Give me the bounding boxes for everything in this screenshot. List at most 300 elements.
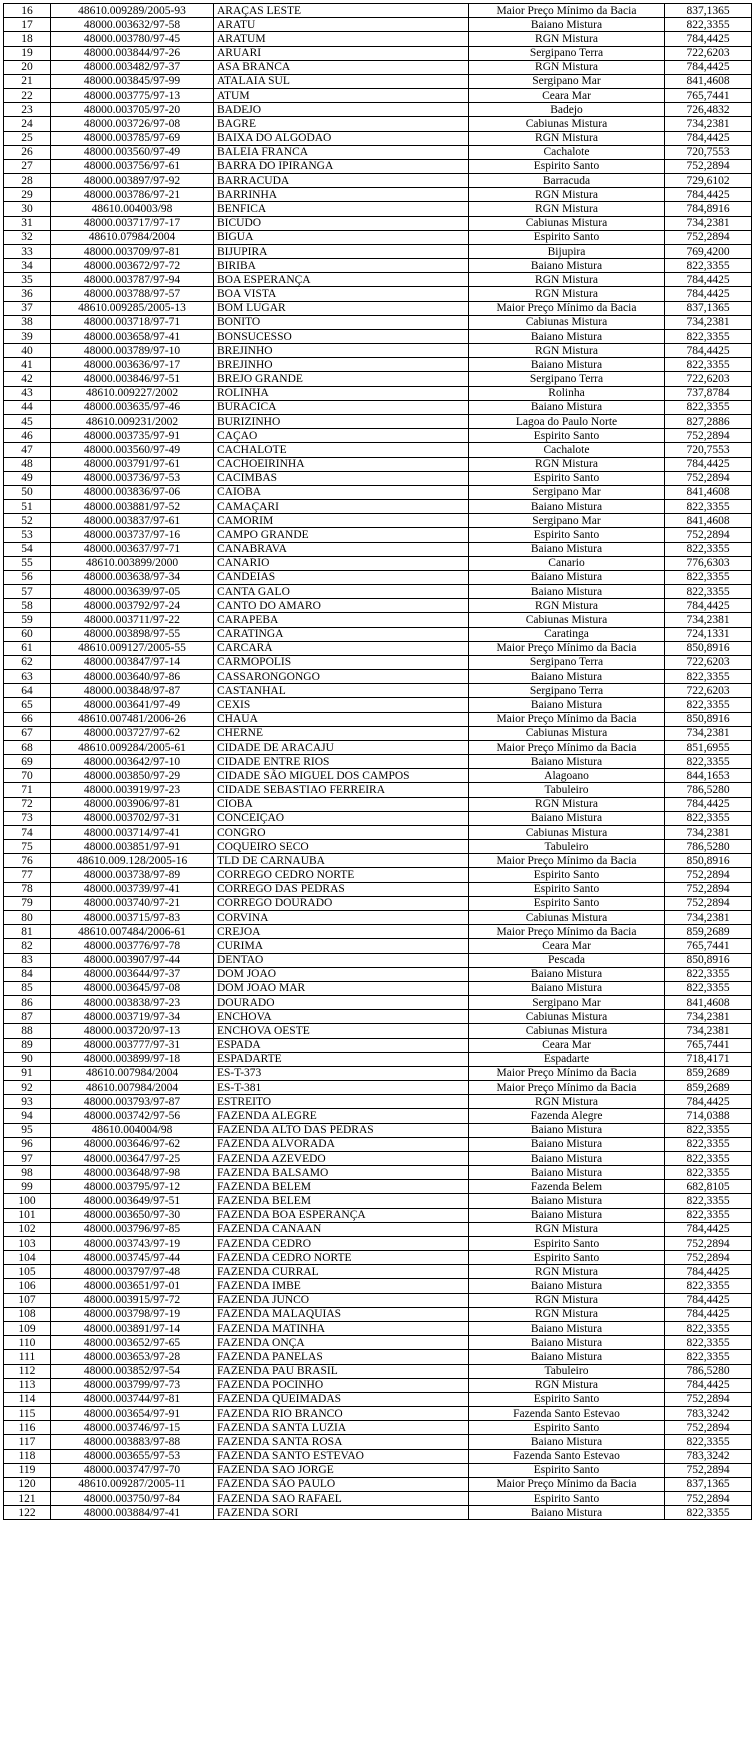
field-name-cell: BARRINHA bbox=[214, 188, 469, 202]
process-number-cell: 48000.003652/97-65 bbox=[51, 1336, 214, 1350]
table-row bbox=[4, 1081, 752, 1095]
process-number-cell: 48000.003845/97-99 bbox=[51, 74, 214, 88]
process-number-cell: 48610.007984/2004 bbox=[51, 1066, 214, 1080]
field-name-cell: FAZENDA PANELAS bbox=[214, 1350, 469, 1364]
table-row bbox=[4, 1449, 752, 1463]
table-row bbox=[4, 613, 752, 627]
reference-crude-cell: RGN Mistura bbox=[469, 32, 665, 46]
process-number-cell: 48000.003658/97-41 bbox=[51, 329, 214, 343]
reference-crude-cell: Sergipano Terra bbox=[469, 46, 665, 60]
field-name-cell: CAMPO GRANDE bbox=[214, 528, 469, 542]
table-row bbox=[4, 1492, 752, 1506]
reference-crude-cell: Baiano Mistura bbox=[469, 1194, 665, 1208]
reference-crude-cell: RGN Mistura bbox=[469, 457, 665, 471]
price-cell: 851,6955 bbox=[665, 740, 752, 754]
price-cell: 784,4425 bbox=[665, 188, 752, 202]
row-number-cell: 87 bbox=[4, 1010, 51, 1024]
row-number-cell: 88 bbox=[4, 1024, 51, 1038]
process-number-cell: 48000.003747/97-70 bbox=[51, 1463, 214, 1477]
reference-crude-cell: Tabuleiro bbox=[469, 1364, 665, 1378]
row-number-cell: 115 bbox=[4, 1407, 51, 1421]
reference-crude-cell: Baiano Mistura bbox=[469, 1166, 665, 1180]
price-cell: 822,3355 bbox=[665, 1435, 752, 1449]
row-number-cell: 52 bbox=[4, 514, 51, 528]
table-row bbox=[4, 698, 752, 712]
field-name-cell: FAZENDA ALEGRE bbox=[214, 1109, 469, 1123]
field-name-cell: BICUDO bbox=[214, 216, 469, 230]
row-number-cell: 28 bbox=[4, 174, 51, 188]
price-cell: 752,2894 bbox=[665, 471, 752, 485]
price-cell: 752,2894 bbox=[665, 1492, 752, 1506]
field-name-cell: FAZENDA IMBE bbox=[214, 1279, 469, 1293]
process-number-cell: 48000.003775/97-13 bbox=[51, 89, 214, 103]
row-number-cell: 95 bbox=[4, 1123, 51, 1137]
table-row bbox=[4, 202, 752, 216]
field-name-cell: TLD DE CARNAUBA bbox=[214, 854, 469, 868]
process-number-cell: 48000.003898/97-55 bbox=[51, 627, 214, 641]
process-number-cell: 48610.007484/2006-61 bbox=[51, 925, 214, 939]
price-cell: 859,2689 bbox=[665, 925, 752, 939]
table-row bbox=[4, 429, 752, 443]
reference-crude-cell: Baiano Mistura bbox=[469, 1137, 665, 1151]
process-number-cell: 48000.003702/97-31 bbox=[51, 811, 214, 825]
field-name-cell: BARRACUDA bbox=[214, 174, 469, 188]
process-number-cell: 48610.07984/2004 bbox=[51, 230, 214, 244]
reference-crude-cell: Baiano Mistura bbox=[469, 1208, 665, 1222]
field-name-cell: CAMORIM bbox=[214, 514, 469, 528]
process-number-cell: 48610.009231/2002 bbox=[51, 414, 214, 428]
row-number-cell: 45 bbox=[4, 414, 51, 428]
process-number-cell: 48610.004004/98 bbox=[51, 1123, 214, 1137]
field-name-cell: CANABRAVA bbox=[214, 542, 469, 556]
row-number-cell: 61 bbox=[4, 641, 51, 655]
field-name-cell: FAZENDA SORI bbox=[214, 1506, 469, 1520]
field-name-cell: FAZENDA ONÇA bbox=[214, 1336, 469, 1350]
reference-crude-cell: Maior Preço Mínimo da Bacia bbox=[469, 1081, 665, 1095]
process-number-cell: 48000.003756/97-61 bbox=[51, 159, 214, 173]
process-number-cell: 48000.003635/97-46 bbox=[51, 400, 214, 414]
process-number-cell: 48000.003850/97-29 bbox=[51, 769, 214, 783]
field-name-cell: FAZENDA SAO JORGE bbox=[214, 1463, 469, 1477]
price-cell: 784,4425 bbox=[665, 797, 752, 811]
field-name-cell: FAZENDA POCINHO bbox=[214, 1378, 469, 1392]
reference-crude-cell: Cabiunas Mistura bbox=[469, 911, 665, 925]
row-number-cell: 89 bbox=[4, 1038, 51, 1052]
table-row bbox=[4, 131, 752, 145]
field-name-cell: FAZENDA MALAQUIAS bbox=[214, 1307, 469, 1321]
table-row bbox=[4, 599, 752, 613]
price-cell: 786,5280 bbox=[665, 840, 752, 854]
field-name-cell: BIJUPIRA bbox=[214, 244, 469, 258]
table-row bbox=[4, 1265, 752, 1279]
table-row bbox=[4, 1066, 752, 1080]
process-number-cell: 48610.007481/2006-26 bbox=[51, 712, 214, 726]
row-number-cell: 113 bbox=[4, 1378, 51, 1392]
row-number-cell: 120 bbox=[4, 1477, 51, 1491]
row-number-cell: 77 bbox=[4, 868, 51, 882]
process-number-cell: 48000.003791/97-61 bbox=[51, 457, 214, 471]
process-number-cell: 48000.003837/97-61 bbox=[51, 514, 214, 528]
table-row bbox=[4, 1095, 752, 1109]
table-row bbox=[4, 117, 752, 131]
reference-crude-cell: Sergipano Mar bbox=[469, 485, 665, 499]
table-row bbox=[4, 811, 752, 825]
price-cell: 734,2381 bbox=[665, 726, 752, 740]
field-name-cell: CEXIS bbox=[214, 698, 469, 712]
reference-crude-cell: Espadarte bbox=[469, 1052, 665, 1066]
reference-crude-cell: Cabiunas Mistura bbox=[469, 1024, 665, 1038]
price-cell: 734,2381 bbox=[665, 216, 752, 230]
table-row bbox=[4, 1024, 752, 1038]
row-number-cell: 55 bbox=[4, 556, 51, 570]
price-cell: 844,1653 bbox=[665, 769, 752, 783]
price-cell: 752,2894 bbox=[665, 868, 752, 882]
price-cell: 822,3355 bbox=[665, 542, 752, 556]
reference-crude-cell: Espirito Santo bbox=[469, 868, 665, 882]
row-number-cell: 41 bbox=[4, 358, 51, 372]
row-number-cell: 20 bbox=[4, 60, 51, 74]
field-name-cell: ENCHOVA bbox=[214, 1010, 469, 1024]
row-number-cell: 50 bbox=[4, 485, 51, 499]
field-name-cell: BAGRE bbox=[214, 117, 469, 131]
reference-crude-cell: Bijupira bbox=[469, 244, 665, 258]
table-row bbox=[4, 712, 752, 726]
table-row bbox=[4, 1222, 752, 1236]
row-number-cell: 16 bbox=[4, 4, 51, 18]
reference-crude-cell: Baiano Mistura bbox=[469, 1350, 665, 1364]
price-cell: 859,2689 bbox=[665, 1066, 752, 1080]
process-number-cell: 48000.003719/97-34 bbox=[51, 1010, 214, 1024]
table-row bbox=[4, 1123, 752, 1137]
field-name-cell: FAZENDA CURRAL bbox=[214, 1265, 469, 1279]
price-cell: 822,3355 bbox=[665, 1336, 752, 1350]
field-name-cell: CONGRO bbox=[214, 825, 469, 839]
process-number-cell: 48000.003720/97-13 bbox=[51, 1024, 214, 1038]
price-cell: 850,8916 bbox=[665, 641, 752, 655]
row-number-cell: 27 bbox=[4, 159, 51, 173]
reference-crude-cell: Cabiunas Mistura bbox=[469, 1010, 665, 1024]
reference-crude-cell: Baiano Mistura bbox=[469, 1123, 665, 1137]
table-row bbox=[4, 1236, 752, 1250]
reference-crude-cell: Cabiunas Mistura bbox=[469, 825, 665, 839]
reference-crude-cell: RGN Mistura bbox=[469, 797, 665, 811]
price-cell: 734,2381 bbox=[665, 117, 752, 131]
table-row bbox=[4, 485, 752, 499]
price-cell: 822,3355 bbox=[665, 18, 752, 32]
row-number-cell: 53 bbox=[4, 528, 51, 542]
table-row bbox=[4, 1307, 752, 1321]
reference-crude-cell: RGN Mistura bbox=[469, 273, 665, 287]
row-number-cell: 25 bbox=[4, 131, 51, 145]
row-number-cell: 107 bbox=[4, 1293, 51, 1307]
process-number-cell: 48000.003785/97-69 bbox=[51, 131, 214, 145]
table-row bbox=[4, 1321, 752, 1335]
reference-crude-cell: Canario bbox=[469, 556, 665, 570]
price-cell: 734,2381 bbox=[665, 1010, 752, 1024]
price-cell: 765,7441 bbox=[665, 939, 752, 953]
field-name-cell: CHERNE bbox=[214, 726, 469, 740]
reference-crude-cell: Sergipano Terra bbox=[469, 372, 665, 386]
process-number-cell: 48000.003848/97-87 bbox=[51, 684, 214, 698]
process-number-cell: 48000.003750/97-84 bbox=[51, 1492, 214, 1506]
process-number-cell: 48000.003641/97-49 bbox=[51, 698, 214, 712]
table-row bbox=[4, 287, 752, 301]
reference-crude-cell: Espirito Santo bbox=[469, 1392, 665, 1406]
price-cell: 784,4425 bbox=[665, 344, 752, 358]
process-number-cell: 48000.003746/97-15 bbox=[51, 1421, 214, 1435]
table-row bbox=[4, 1350, 752, 1364]
row-number-cell: 106 bbox=[4, 1279, 51, 1293]
price-cell: 784,4425 bbox=[665, 1293, 752, 1307]
reference-crude-cell: RGN Mistura bbox=[469, 344, 665, 358]
field-name-cell: CANTO DO AMARO bbox=[214, 599, 469, 613]
table-row bbox=[4, 471, 752, 485]
row-number-cell: 84 bbox=[4, 967, 51, 981]
row-number-cell: 83 bbox=[4, 953, 51, 967]
price-cell: 722,6203 bbox=[665, 684, 752, 698]
price-cell: 734,2381 bbox=[665, 1024, 752, 1038]
reference-crude-cell: RGN Mistura bbox=[469, 1293, 665, 1307]
price-cell: 822,3355 bbox=[665, 259, 752, 273]
process-number-cell: 48000.003736/97-53 bbox=[51, 471, 214, 485]
price-cell: 850,8916 bbox=[665, 953, 752, 967]
field-name-cell: ENCHOVA OESTE bbox=[214, 1024, 469, 1038]
price-cell: 784,4425 bbox=[665, 60, 752, 74]
field-name-cell: CANARIO bbox=[214, 556, 469, 570]
row-number-cell: 72 bbox=[4, 797, 51, 811]
field-name-cell: ESPADARTE bbox=[214, 1052, 469, 1066]
table-row bbox=[4, 1151, 752, 1165]
table-row bbox=[4, 585, 752, 599]
price-cell: 784,4425 bbox=[665, 273, 752, 287]
row-number-cell: 65 bbox=[4, 698, 51, 712]
process-number-cell: 48610.009289/2005-93 bbox=[51, 4, 214, 18]
process-number-cell: 48000.003796/97-85 bbox=[51, 1222, 214, 1236]
field-name-cell: ASA BRANCA bbox=[214, 60, 469, 74]
reference-crude-cell: Espirito Santo bbox=[469, 159, 665, 173]
row-number-cell: 63 bbox=[4, 670, 51, 684]
row-number-cell: 105 bbox=[4, 1265, 51, 1279]
field-name-cell: CIDADE SÃO MIGUEL DOS CAMPOS bbox=[214, 769, 469, 783]
row-number-cell: 47 bbox=[4, 443, 51, 457]
row-number-cell: 110 bbox=[4, 1336, 51, 1350]
reference-crude-cell: Cachalote bbox=[469, 443, 665, 457]
table-row bbox=[4, 655, 752, 669]
field-name-cell: BONSUCESSO bbox=[214, 329, 469, 343]
fields-price-table bbox=[3, 3, 752, 1520]
process-number-cell: 48610.009284/2005-61 bbox=[51, 740, 214, 754]
process-number-cell: 48000.003851/97-91 bbox=[51, 840, 214, 854]
row-number-cell: 73 bbox=[4, 811, 51, 825]
table-row bbox=[4, 556, 752, 570]
process-number-cell: 48000.003897/97-92 bbox=[51, 174, 214, 188]
row-number-cell: 40 bbox=[4, 344, 51, 358]
reference-crude-cell: Baiano Mistura bbox=[469, 400, 665, 414]
process-number-cell: 48000.003777/97-31 bbox=[51, 1038, 214, 1052]
price-cell: 822,3355 bbox=[665, 500, 752, 514]
reference-crude-cell: Ceara Mar bbox=[469, 939, 665, 953]
field-name-cell: BOA ESPERANÇA bbox=[214, 273, 469, 287]
row-number-cell: 48 bbox=[4, 457, 51, 471]
row-number-cell: 51 bbox=[4, 500, 51, 514]
price-cell: 822,3355 bbox=[665, 1321, 752, 1335]
row-number-cell: 17 bbox=[4, 18, 51, 32]
row-number-cell: 31 bbox=[4, 216, 51, 230]
reference-crude-cell: Baiano Mistura bbox=[469, 1279, 665, 1293]
process-number-cell: 48610.009285/2005-13 bbox=[51, 301, 214, 315]
reference-crude-cell: Maior Preço Mínimo da Bacia bbox=[469, 712, 665, 726]
field-name-cell: BARRA DO IPIRANGA bbox=[214, 159, 469, 173]
price-cell: 752,2894 bbox=[665, 1251, 752, 1265]
price-cell: 720,7553 bbox=[665, 443, 752, 457]
table-row bbox=[4, 670, 752, 684]
row-number-cell: 46 bbox=[4, 429, 51, 443]
row-number-cell: 103 bbox=[4, 1236, 51, 1250]
process-number-cell: 48000.003560/97-49 bbox=[51, 145, 214, 159]
price-cell: 752,2894 bbox=[665, 1463, 752, 1477]
field-name-cell: CACHOEIRINHA bbox=[214, 457, 469, 471]
reference-crude-cell: Sergipano Mar bbox=[469, 996, 665, 1010]
process-number-cell: 48000.003847/97-14 bbox=[51, 655, 214, 669]
row-number-cell: 58 bbox=[4, 599, 51, 613]
reference-crude-cell: Fazenda Alegre bbox=[469, 1109, 665, 1123]
price-cell: 776,6303 bbox=[665, 556, 752, 570]
reference-crude-cell: Espirito Santo bbox=[469, 896, 665, 910]
table-row bbox=[4, 188, 752, 202]
price-cell: 682,8105 bbox=[665, 1180, 752, 1194]
table-row bbox=[4, 627, 752, 641]
reference-crude-cell: Sergipano Mar bbox=[469, 74, 665, 88]
row-number-cell: 74 bbox=[4, 825, 51, 839]
reference-crude-cell: Baiano Mistura bbox=[469, 967, 665, 981]
table-row bbox=[4, 372, 752, 386]
price-cell: 822,3355 bbox=[665, 1350, 752, 1364]
process-number-cell: 48000.003637/97-71 bbox=[51, 542, 214, 556]
price-cell: 784,4425 bbox=[665, 1378, 752, 1392]
process-number-cell: 48000.003727/97-62 bbox=[51, 726, 214, 740]
price-cell: 822,3355 bbox=[665, 1506, 752, 1520]
process-number-cell: 48610.004003/98 bbox=[51, 202, 214, 216]
process-number-cell: 48610.009287/2005-11 bbox=[51, 1477, 214, 1491]
reference-crude-cell: Baiano Mistura bbox=[469, 981, 665, 995]
table-row bbox=[4, 925, 752, 939]
process-number-cell: 48610.009.128/2005-16 bbox=[51, 854, 214, 868]
price-cell: 784,4425 bbox=[665, 1265, 752, 1279]
reference-crude-cell: Cachalote bbox=[469, 145, 665, 159]
reference-crude-cell: Barracuda bbox=[469, 174, 665, 188]
row-number-cell: 76 bbox=[4, 854, 51, 868]
row-number-cell: 92 bbox=[4, 1081, 51, 1095]
row-number-cell: 98 bbox=[4, 1166, 51, 1180]
table-row bbox=[4, 1137, 752, 1151]
reference-crude-cell: Pescada bbox=[469, 953, 665, 967]
field-name-cell: CIDADE DE ARACAJU bbox=[214, 740, 469, 754]
row-number-cell: 101 bbox=[4, 1208, 51, 1222]
field-name-cell: FAZENDA PAU BRASIL bbox=[214, 1364, 469, 1378]
reference-crude-cell: Maior Preço Mínimo da Bacia bbox=[469, 641, 665, 655]
row-number-cell: 81 bbox=[4, 925, 51, 939]
price-cell: 822,3355 bbox=[665, 358, 752, 372]
reference-crude-cell: Espirito Santo bbox=[469, 1463, 665, 1477]
table-row bbox=[4, 89, 752, 103]
price-cell: 752,2894 bbox=[665, 528, 752, 542]
reference-crude-cell: Maior Preço Mínimo da Bacia bbox=[469, 301, 665, 315]
reference-crude-cell: Baiano Mistura bbox=[469, 670, 665, 684]
table-row bbox=[4, 825, 752, 839]
table-row bbox=[4, 259, 752, 273]
row-number-cell: 62 bbox=[4, 655, 51, 669]
field-name-cell: ARAÇAS LESTE bbox=[214, 4, 469, 18]
row-number-cell: 90 bbox=[4, 1052, 51, 1066]
reference-crude-cell: Espirito Santo bbox=[469, 1421, 665, 1435]
row-number-cell: 34 bbox=[4, 259, 51, 273]
table-row bbox=[4, 46, 752, 60]
price-cell: 822,3355 bbox=[665, 1166, 752, 1180]
price-cell: 752,2894 bbox=[665, 1392, 752, 1406]
field-name-cell: DOURADO bbox=[214, 996, 469, 1010]
row-number-cell: 119 bbox=[4, 1463, 51, 1477]
table-row bbox=[4, 1421, 752, 1435]
reference-crude-cell: Maior Preço Mínimo da Bacia bbox=[469, 1477, 665, 1491]
table-body bbox=[4, 4, 752, 1520]
reference-crude-cell: Fazenda Santo Estevao bbox=[469, 1407, 665, 1421]
table-row bbox=[4, 301, 752, 315]
row-number-cell: 57 bbox=[4, 585, 51, 599]
table-row bbox=[4, 1378, 752, 1392]
table-row bbox=[4, 1364, 752, 1378]
field-name-cell: BOM LUGAR bbox=[214, 301, 469, 315]
reference-crude-cell: RGN Mistura bbox=[469, 1307, 665, 1321]
reference-crude-cell: RGN Mistura bbox=[469, 287, 665, 301]
reference-crude-cell: Cabiunas Mistura bbox=[469, 315, 665, 329]
row-number-cell: 99 bbox=[4, 1180, 51, 1194]
field-name-cell: BREJINHO bbox=[214, 358, 469, 372]
table-row bbox=[4, 18, 752, 32]
table-row bbox=[4, 1010, 752, 1024]
price-cell: 837,1365 bbox=[665, 301, 752, 315]
field-name-cell: ROLINHA bbox=[214, 386, 469, 400]
field-name-cell: CAÇAO bbox=[214, 429, 469, 443]
table-row bbox=[4, 641, 752, 655]
price-cell: 752,2894 bbox=[665, 882, 752, 896]
reference-crude-cell: Espirito Santo bbox=[469, 1492, 665, 1506]
table-row bbox=[4, 103, 752, 117]
row-number-cell: 42 bbox=[4, 372, 51, 386]
row-number-cell: 117 bbox=[4, 1435, 51, 1449]
price-cell: 784,8916 bbox=[665, 202, 752, 216]
reference-crude-cell: Baiano Mistura bbox=[469, 585, 665, 599]
row-number-cell: 26 bbox=[4, 145, 51, 159]
process-number-cell: 48000.003735/97-91 bbox=[51, 429, 214, 443]
reference-crude-cell: Baiano Mistura bbox=[469, 755, 665, 769]
process-number-cell: 48000.003644/97-37 bbox=[51, 967, 214, 981]
price-cell: 841,4608 bbox=[665, 514, 752, 528]
table-row bbox=[4, 230, 752, 244]
process-number-cell: 48610.009127/2005-55 bbox=[51, 641, 214, 655]
field-name-cell: CARAPEBA bbox=[214, 613, 469, 627]
table-row bbox=[4, 329, 752, 343]
table-row bbox=[4, 1407, 752, 1421]
price-cell: 841,4608 bbox=[665, 996, 752, 1010]
field-name-cell: FAZENDA CEDRO bbox=[214, 1236, 469, 1250]
table-row bbox=[4, 783, 752, 797]
reference-crude-cell: Fazenda Santo Estevao bbox=[469, 1449, 665, 1463]
reference-crude-cell: Baiano Mistura bbox=[469, 329, 665, 343]
reference-crude-cell: RGN Mistura bbox=[469, 60, 665, 74]
table-row bbox=[4, 854, 752, 868]
process-number-cell: 48000.003797/97-48 bbox=[51, 1265, 214, 1279]
reference-crude-cell: Espirito Santo bbox=[469, 429, 665, 443]
